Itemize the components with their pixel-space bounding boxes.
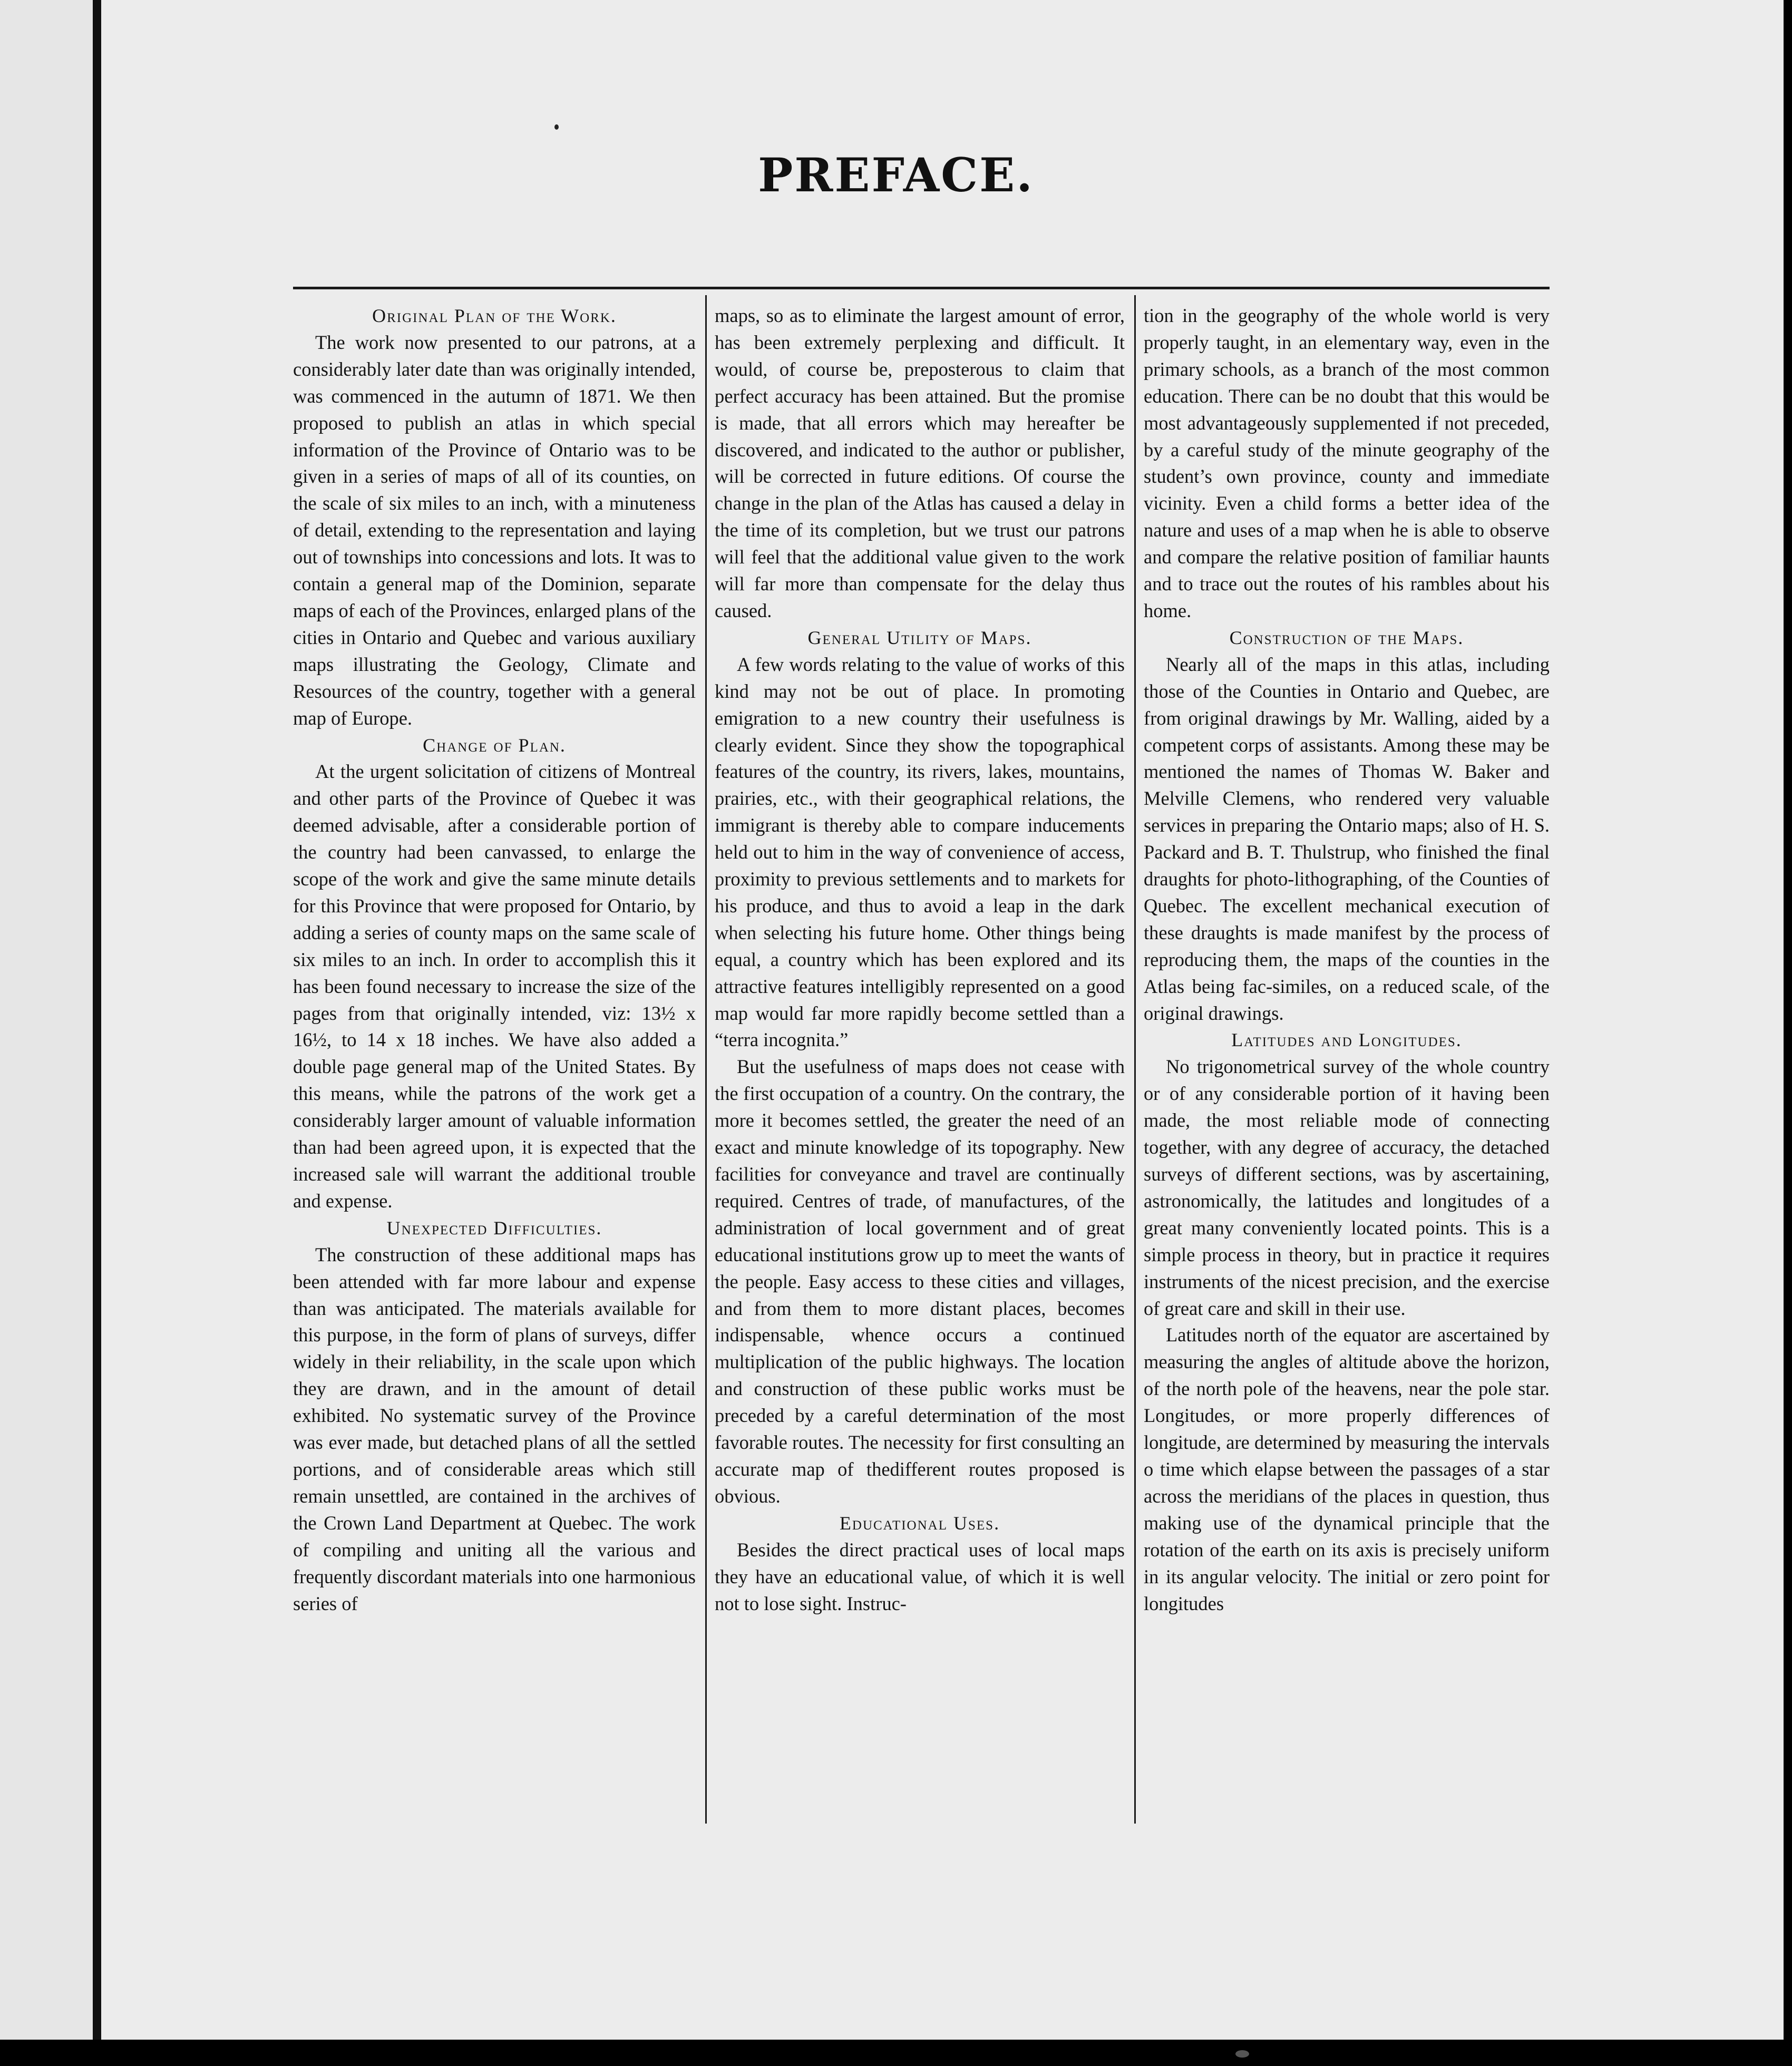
section-heading: Unexpected Difficulties. [386,1217,602,1239]
column-3 [1144,303,1550,1617]
page-margin-strip [0,0,101,2040]
paragraph: maps, so as to eliminate the largest amount of error, has been extremely perplexing and difficult. It would, of course be, preposterous to claim that perfect accuracy has been attained. But the promise is made, that all errors which may hereafter be discovered, and indicated to the author or publisher, will be corrected in future editions. Of course the change in the plan of the Atlas has caused a delay in the time of its completion, but we trust our patrons will feel that the additional value given to the work will far more than compensate for the delay thus caused. [715,305,1125,621]
section-heading: General Utility of Maps. [807,627,1032,648]
section-heading: Educational Uses. [839,1512,1000,1534]
ink-speck [554,124,559,130]
section-heading: Change of Plan. [423,734,566,756]
column-divider [1134,295,1136,1824]
ink-speck [1235,2050,1249,2058]
section-heading: Latitudes and Longitudes. [1231,1029,1462,1051]
paragraph: The work now presented to our patrons, at a considerably later date than was originally intended, was commenced in the autumn of 1871. We then proposed to publish an atlas in which special information of the Province of Ontario was to be given in a series of maps of all of its counties, on the scale of six miles to an inch, with a minuteness of detail, extending to the representation and laying out of townships into concessions and lots. It was to contain a general map of the Dominion, separate maps of each of the Provinces, enlarged plans of the cities in Ontario and Quebec and various auxiliary maps illustrating the Geology, Climate and Resources of the country, together with a general map of Europe. [293,331,696,729]
section-heading: Original Plan of the Work. [372,305,617,326]
binding-edge [93,0,101,2040]
section-heading: Construction of the Maps. [1229,627,1464,648]
paragraph: Latitudes north of the equator are ascertained by measuring the angles of altitude above the horizon, of the north pole of the heavens, near the pole star. Longitudes, or more properly differences of longitude, are determined by measuring the intervals o time which elapse between the passages of a star across the meridians of the places in question, thus making use of the dynamical principle that the rotation of the earth on its axis is precisely uniform in its angular velocity. The initial or zero point for longitudes [1144,1324,1550,1614]
paragraph: The construction of these additional maps has been attended with far more labour and expense than was anticipated. The materials available for this purpose, in the form of plans of surveys, differ widely in their reliability, in the scale upon which they are drawn, and in the amount of detail exhibited. No systematic survey of the Province was ever made, but detached plans of all the settled portions, and of considerable areas which still remain unsettled, are contained in the archives of the Crown Land Department at Quebec. The work of compiling and uniting all the various and frequently discordant materials into one harmonious series of [293,1243,696,1614]
paragraph: At the urgent solicitation of citizens of Montreal and other parts of the Province of Quebec it was deemed advisable, after a considerable portion of the country had been canvassed, to enlarge the scope of the work and give the same minute details for this Province that were proposed for Ontario, by adding a series of county maps on the same scale of six miles to an inch. In order to accomplish this it has been found necessary to increase the size of the pages from that originally intended, viz: 13½ x 16½, to 14 x 18 inches. We have also added a double page general map of the United States. By this means, while the patrons of the work get a considerably larger amount of valuable information than had been agreed upon, it is expected that the increased sale will warrant the additional trouble and expense. [293,761,696,1212]
paragraph: tion in the geography of the whole world is very properly taught, in an elementary way, even in the primary schools, as a branch of the most common education. There can be no doubt that this would be most advantageously supplemented if not preceded, by a careful study of the minute geography of the student’s own province, county and immediate vicinity. Even a child forms a better idea of the nature and uses of a map when he is able to observe and compare the relative position of familiar haunts and to trace out the routes of his rambles about his home. [1144,305,1550,621]
paragraph: Besides the direct practical uses of local maps they have an educational value, of which it is well not to lose sight. Instruc- [715,1538,1125,1614]
column-divider [705,295,707,1824]
header-rule [293,287,1550,289]
page-title: PREFACE. [758,148,1034,202]
column-1 [293,303,696,1617]
column-2 [715,303,1125,1617]
paragraph: But the usefulness of maps does not cease with the first occupation of a country. On the contrary, the more it becomes settled, the greater the need of an exact and minute knowledge of its topography. New facilities for conveyance and travel are continually required. Centres of trade, of manufactures, of the administration of local government and of great educational institutions grow up to meet the wants of the people. Easy access to these cities and villages, and from them to more distant places, becomes indispensable, whence occurs a continued multiplication of the public highways. The location and construction of these public works must be preceded by a careful determination of the most favorable routes. The necessity for first consulting an accurate map of thedifferent routes proposed is obvious. [715,1056,1125,1507]
paragraph: No trigonometrical survey of the whole country or of any considerable portion of it having been made, the most reliable mode of connecting together, with any degree of accuracy, the detached surveys of different sections, was by ascertaining, astronomically, the latitudes and longitudes of a great many conveniently located points. This is a simple process in theory, but in practice it requires instruments of the nicest precision, and the exercise of great care and skill in their use. [1144,1056,1550,1319]
paragraph: A few words relating to the value of works of this kind may not be out of place. In promoting emigration to a new country their usefulness is clearly evident. Since they show the topographical features of the country, its rivers, lakes, mountains, prairies, etc., with their geographical relations, the immigrant is thereby able to compare inducements held out to him in the way of convenience of access, proximity to previous settlements and to markets for his produce, and thus to avoid a leap in the dark when selecting his future home. Other things being equal, a country which has been explored and its attractive features intelligibly represented on a good map would far more rapidly become settled than a “terra incognita.” [715,653,1125,1051]
paragraph: Nearly all of the maps in this atlas, including those of the Counties in Ontario and Quebec, are from original drawings by Mr. Walling, aided by a competent corps of assistants. Among these may be mentioned the names of Thomas W. Baker and Melville Clemens, who rendered very valuable services in preparing the Ontario maps; also of H. S. Packard and B. T. Thulstrup, who finished the final draughts for photo-lithographing, of the Counties of Quebec. The excellent mechanical execution of these draughts is made manifest by the process of reproducing them, the maps of the counties in the Atlas being fac-similes, on a reduced scale, of the original drawings. [1144,653,1550,1024]
